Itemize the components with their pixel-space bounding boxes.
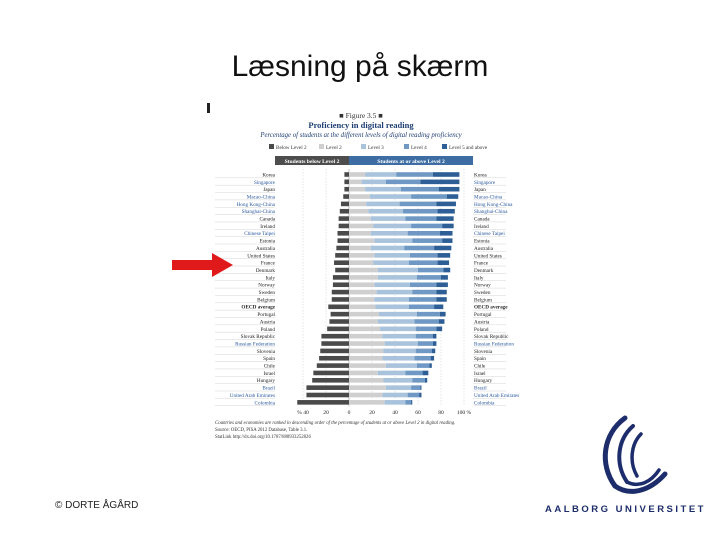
bar-level5 bbox=[425, 378, 427, 383]
country-label-right: Hungary bbox=[474, 378, 493, 385]
bar-below-level2 bbox=[332, 297, 349, 302]
bar-below-level2 bbox=[333, 275, 349, 280]
bar-level3 bbox=[380, 327, 416, 332]
bar-level5 bbox=[447, 194, 459, 199]
bar-level2 bbox=[349, 400, 385, 405]
country-label-left: Austria bbox=[259, 319, 275, 326]
chart-statlink: StatLink http://dx.doi.org/10.1787/888933252826 bbox=[215, 435, 311, 441]
bar-level5 bbox=[442, 224, 454, 229]
bar-level3 bbox=[378, 268, 418, 273]
country-label-left: Hungary bbox=[256, 378, 275, 385]
bar-level5 bbox=[436, 290, 446, 295]
bar-level5 bbox=[419, 393, 421, 398]
country-label-left: Belgium bbox=[257, 297, 275, 304]
bar-level4 bbox=[415, 356, 431, 361]
bar-below-level2 bbox=[338, 238, 350, 243]
bar-level2 bbox=[349, 260, 373, 265]
bar-level3 bbox=[385, 341, 418, 346]
x-tick-label: 100 % bbox=[456, 410, 472, 417]
bar-level4 bbox=[412, 238, 442, 243]
bar-level3 bbox=[371, 231, 408, 236]
country-label-left: Denmark bbox=[255, 267, 275, 274]
bar-level4 bbox=[411, 224, 442, 229]
legend-swatch-3 bbox=[404, 144, 409, 149]
bar-below-level2 bbox=[335, 268, 349, 273]
bar-level3 bbox=[374, 253, 410, 258]
country-label-right: Russian Federation bbox=[474, 341, 514, 348]
country-label-right: Slovak Republic bbox=[474, 334, 509, 341]
country-label-right: OECD average bbox=[474, 304, 508, 311]
legend-label-1: Level 2 bbox=[326, 145, 342, 151]
bar-level2 bbox=[349, 275, 378, 280]
country-label-left: Australia bbox=[255, 245, 275, 252]
bar-level3 bbox=[382, 356, 414, 361]
legend-swatch-2 bbox=[361, 144, 366, 149]
bar-level3 bbox=[374, 238, 412, 243]
legend-label-0: Below Level 2 bbox=[276, 145, 307, 151]
country-label-left: Portugal bbox=[257, 312, 275, 319]
chart-title: Proficiency in digital reading bbox=[308, 120, 414, 130]
bar-level5 bbox=[433, 341, 436, 346]
bar-level4 bbox=[415, 319, 439, 324]
bar-level4 bbox=[416, 327, 437, 332]
chart-subtitle: Percentage of students at the different levels of digital reading proficiency bbox=[260, 132, 462, 139]
bar-level3 bbox=[378, 275, 417, 280]
bar-below-level2 bbox=[320, 349, 349, 354]
country-label-right: Ireland bbox=[474, 223, 489, 230]
bar-level2 bbox=[349, 209, 369, 214]
legend-label-2: Level 3 bbox=[368, 145, 384, 151]
country-label-left: Estonia bbox=[259, 238, 275, 245]
country-label-left: Hong Kong-China bbox=[236, 201, 275, 208]
bar-below-level2 bbox=[332, 290, 349, 295]
x-tick-label: 20 bbox=[369, 410, 375, 417]
bar-level3 bbox=[369, 209, 404, 214]
bar-level2 bbox=[349, 180, 362, 185]
bar-below-level2 bbox=[312, 378, 349, 383]
bar-level3 bbox=[386, 363, 417, 368]
bar-level4 bbox=[417, 275, 441, 280]
country-label-left: Canada bbox=[259, 216, 275, 223]
bar-level4 bbox=[417, 363, 430, 368]
country-label-right: Singapore bbox=[474, 179, 496, 186]
bar-level5 bbox=[438, 260, 450, 265]
x-tick-label: 40 bbox=[392, 410, 398, 417]
country-label-left: Norway bbox=[258, 282, 275, 289]
bar-level2 bbox=[349, 385, 386, 390]
country-label-left: Sweden bbox=[258, 290, 275, 296]
bar-level4 bbox=[416, 349, 432, 354]
bar-level3 bbox=[382, 334, 415, 339]
country-label-right: Denmark bbox=[474, 267, 494, 274]
bar-level4 bbox=[405, 371, 422, 376]
bar-level4 bbox=[412, 290, 436, 295]
country-label-left: Macao-China bbox=[246, 194, 275, 201]
bar-level3 bbox=[370, 194, 411, 199]
bar-level3 bbox=[377, 290, 413, 295]
bar-level3 bbox=[373, 260, 409, 265]
bar-below-level2 bbox=[335, 253, 349, 258]
bar-level3 bbox=[365, 172, 396, 177]
bar-level5 bbox=[430, 363, 432, 368]
country-label-right: United Arab Emirates bbox=[474, 392, 520, 399]
bar-level2 bbox=[349, 216, 371, 221]
bar-below-level2 bbox=[344, 187, 349, 192]
bar-level5 bbox=[443, 268, 450, 273]
bar-level2 bbox=[349, 187, 365, 192]
bar-level4 bbox=[386, 180, 421, 185]
bar-level3 bbox=[382, 393, 407, 398]
bar-level3 bbox=[384, 378, 413, 383]
bar-level5 bbox=[420, 180, 459, 185]
bar-level5 bbox=[420, 385, 421, 390]
bar-below-level2 bbox=[340, 209, 349, 214]
country-label-left: Chile bbox=[263, 363, 275, 370]
bar-below-level2 bbox=[344, 172, 349, 177]
bar-below-level2 bbox=[329, 319, 349, 324]
bar-below-level2 bbox=[344, 180, 349, 185]
country-label-left: Brazil bbox=[262, 385, 275, 392]
bar-level2 bbox=[349, 327, 380, 332]
bar-level2 bbox=[349, 238, 374, 243]
bar-below-level2 bbox=[341, 202, 349, 207]
header-below-label: Students below Level 2 bbox=[284, 159, 340, 165]
bar-level2 bbox=[349, 356, 382, 361]
bar-level5 bbox=[433, 172, 459, 177]
bar-level3 bbox=[384, 349, 416, 354]
bar-level2 bbox=[349, 253, 374, 258]
bar-below-level2 bbox=[336, 246, 349, 251]
bar-level3 bbox=[385, 400, 406, 405]
bar-level5 bbox=[411, 400, 412, 405]
bar-level2 bbox=[349, 393, 382, 398]
bar-level2 bbox=[349, 297, 374, 302]
chart-source: Source: OECD, PISA 2012 Database, Table 3.1. bbox=[215, 428, 308, 434]
bar-level5 bbox=[432, 349, 435, 354]
bar-below-level2 bbox=[339, 216, 349, 221]
bar-level2 bbox=[349, 194, 370, 199]
bar-level2 bbox=[349, 305, 375, 310]
bar-level2 bbox=[349, 172, 365, 177]
bar-level3 bbox=[378, 319, 415, 324]
bar-level4 bbox=[409, 305, 434, 310]
bar-level2 bbox=[349, 312, 379, 317]
x-tick-label: 0 bbox=[347, 410, 351, 417]
bar-below-level2 bbox=[306, 385, 349, 390]
bar-level3 bbox=[365, 187, 401, 192]
country-label-left: Poland bbox=[260, 326, 275, 333]
country-label-right: Brazil bbox=[474, 385, 487, 392]
bar-level5 bbox=[434, 305, 443, 310]
country-label-left: United States bbox=[247, 253, 275, 260]
bar-level3 bbox=[374, 282, 410, 287]
country-label-right: Chinese Taipei bbox=[474, 231, 505, 238]
bar-below-level2 bbox=[306, 393, 349, 398]
bar-level5 bbox=[436, 202, 456, 207]
chart-note: Countries and economies are ranked in descending order of the percentage of students at or above Level 2 in digital reading. bbox=[215, 421, 456, 427]
bar-level3 bbox=[362, 180, 386, 185]
bar-level5 bbox=[442, 238, 452, 243]
header-above-label: Students at or above Level 2 bbox=[377, 159, 445, 165]
country-label-left: Russian Federation bbox=[235, 341, 275, 348]
bar-below-level2 bbox=[321, 341, 349, 346]
country-label-left: Israel bbox=[263, 370, 275, 377]
bar-level5 bbox=[436, 282, 448, 287]
country-label-left: Ireland bbox=[260, 223, 275, 230]
bar-level5 bbox=[436, 327, 442, 332]
country-label-right: Australia bbox=[474, 245, 494, 252]
legend-label-4: Level 5 and above bbox=[449, 145, 488, 151]
bar-level5 bbox=[423, 371, 429, 376]
country-label-right: Austria bbox=[474, 319, 490, 326]
aalborg-university-logo bbox=[585, 412, 675, 500]
country-label-left: Spain bbox=[263, 356, 275, 363]
bar-level4 bbox=[401, 187, 439, 192]
bar-level4 bbox=[396, 172, 433, 177]
bar-level2 bbox=[349, 334, 382, 339]
bar-below-level2 bbox=[317, 363, 349, 368]
bar-level3 bbox=[366, 202, 399, 207]
bar-level2 bbox=[349, 378, 384, 383]
country-label-right: Shanghai-China bbox=[474, 209, 508, 216]
bar-level5 bbox=[434, 246, 451, 251]
bar-below-level2 bbox=[313, 371, 349, 376]
bar-level4 bbox=[403, 209, 438, 214]
country-label-right: Norway bbox=[474, 282, 491, 289]
bar-level2 bbox=[349, 202, 366, 207]
country-label-right: Portugal bbox=[474, 312, 492, 319]
bar-below-level2 bbox=[333, 282, 349, 287]
country-label-right: Israel bbox=[474, 370, 486, 377]
digital-reading-chart bbox=[213, 101, 520, 441]
country-label-right: Hong Kong-China bbox=[474, 201, 513, 208]
legend-swatch-4 bbox=[442, 144, 447, 149]
country-label-right: Colombia bbox=[474, 400, 495, 407]
country-label-right: Spain bbox=[474, 356, 486, 363]
bar-below-level2 bbox=[328, 305, 349, 310]
country-label-left: France bbox=[260, 260, 275, 267]
bar-level2 bbox=[349, 231, 371, 236]
bar-below-level2 bbox=[331, 312, 349, 317]
country-label-right: Canada bbox=[474, 216, 490, 223]
bar-level5 bbox=[441, 275, 448, 280]
bar-level2 bbox=[349, 246, 371, 251]
bar-level2 bbox=[349, 319, 378, 324]
bar-level4 bbox=[410, 282, 436, 287]
bar-level5 bbox=[436, 297, 446, 302]
x-tick-label: 20 bbox=[323, 410, 329, 417]
country-label-left: Chinese Taipei bbox=[244, 231, 275, 238]
country-label-right: Poland bbox=[474, 326, 489, 333]
country-label-left: Slovak Republic bbox=[240, 334, 275, 341]
bar-level2 bbox=[349, 371, 378, 376]
bar-level3 bbox=[386, 385, 411, 390]
bar-level2 bbox=[349, 290, 377, 295]
bar-level4 bbox=[405, 400, 411, 405]
country-label-right: Japan bbox=[474, 187, 486, 194]
bar-level4 bbox=[408, 393, 420, 398]
figure-label: ■ Figure 3.5 ■ bbox=[339, 111, 383, 120]
bar-below-level2 bbox=[297, 400, 349, 405]
bar-level2 bbox=[349, 268, 378, 273]
slide-title: Læsning på skærm bbox=[231, 50, 489, 83]
bar-level4 bbox=[409, 297, 437, 302]
country-label-right: France bbox=[474, 260, 489, 267]
country-label-left: Singapore bbox=[253, 179, 275, 186]
country-label-right: Sweden bbox=[474, 290, 491, 296]
country-label-right: Italy bbox=[474, 275, 484, 282]
bar-level4 bbox=[418, 341, 433, 346]
bar-level4 bbox=[409, 260, 438, 265]
bar-level5 bbox=[438, 209, 455, 214]
bar-level5 bbox=[440, 312, 446, 317]
bar-below-level2 bbox=[319, 356, 349, 361]
bar-level4 bbox=[412, 378, 425, 383]
country-label-left: Italy bbox=[265, 275, 275, 282]
x-tick-label: 60 bbox=[415, 410, 421, 417]
bar-level4 bbox=[411, 194, 447, 199]
bar-level2 bbox=[349, 341, 385, 346]
bar-level4 bbox=[404, 246, 434, 251]
bar-below-level2 bbox=[339, 224, 349, 229]
bar-level2 bbox=[349, 224, 373, 229]
bar-level3 bbox=[373, 224, 411, 229]
country-label-right: Macao-China bbox=[474, 194, 503, 201]
bar-below-level2 bbox=[321, 334, 349, 339]
bar-level4 bbox=[410, 253, 438, 258]
bar-level4 bbox=[411, 385, 420, 390]
bar-level3 bbox=[379, 312, 417, 317]
country-label-right: Slovenia bbox=[474, 348, 493, 355]
bar-level5 bbox=[436, 216, 453, 221]
bar-level3 bbox=[375, 305, 408, 310]
country-label-right: United States bbox=[474, 253, 502, 260]
x-tick-label: % 40 bbox=[297, 410, 309, 417]
bar-level3 bbox=[374, 297, 409, 302]
bar-level5 bbox=[439, 187, 460, 192]
bar-level2 bbox=[349, 282, 374, 287]
bar-level3 bbox=[371, 216, 406, 221]
country-label-right: Estonia bbox=[474, 238, 490, 245]
bar-level5 bbox=[433, 334, 436, 339]
bar-level3 bbox=[378, 371, 406, 376]
country-label-left: United Arab Emirates bbox=[229, 392, 275, 399]
country-label-right: Belgium bbox=[474, 297, 492, 304]
stray-mark bbox=[207, 103, 210, 113]
bar-level4 bbox=[417, 312, 440, 317]
country-label-left: Japan bbox=[263, 187, 275, 194]
bar-below-level2 bbox=[338, 231, 350, 236]
legend-label-3: Level 4 bbox=[411, 145, 427, 151]
bar-level5 bbox=[439, 319, 445, 324]
university-name: AALBORG UNIVERSITET bbox=[545, 504, 706, 515]
bar-level4 bbox=[418, 268, 443, 273]
red-arrow-pointer bbox=[172, 252, 234, 278]
bar-level5 bbox=[438, 253, 451, 258]
country-label-right: Korea bbox=[474, 172, 487, 179]
country-label-left: OECD average bbox=[241, 304, 275, 311]
legend-swatch-0 bbox=[269, 144, 274, 149]
bar-level4 bbox=[405, 216, 436, 221]
bar-below-level2 bbox=[343, 194, 349, 199]
country-label-left: Shanghai-China bbox=[241, 209, 275, 216]
copyright-footer: © DORTE ÅGÅRD bbox=[55, 500, 139, 511]
bar-below-level2 bbox=[334, 260, 349, 265]
bar-level2 bbox=[349, 363, 386, 368]
bar-level3 bbox=[371, 246, 404, 251]
bar-level4 bbox=[400, 202, 437, 207]
country-label-left: Korea bbox=[262, 172, 275, 179]
legend-swatch-1 bbox=[319, 144, 324, 149]
bar-level5 bbox=[440, 231, 453, 236]
bar-level4 bbox=[408, 231, 440, 236]
x-tick-label: 80 bbox=[438, 410, 444, 417]
country-label-left: Colombia bbox=[254, 400, 275, 407]
bar-level5 bbox=[431, 356, 434, 361]
bar-level2 bbox=[349, 349, 384, 354]
country-label-right: Chile bbox=[474, 363, 486, 370]
bar-level4 bbox=[416, 334, 433, 339]
bar-below-level2 bbox=[327, 327, 349, 332]
country-label-left: Slovenia bbox=[256, 348, 275, 355]
